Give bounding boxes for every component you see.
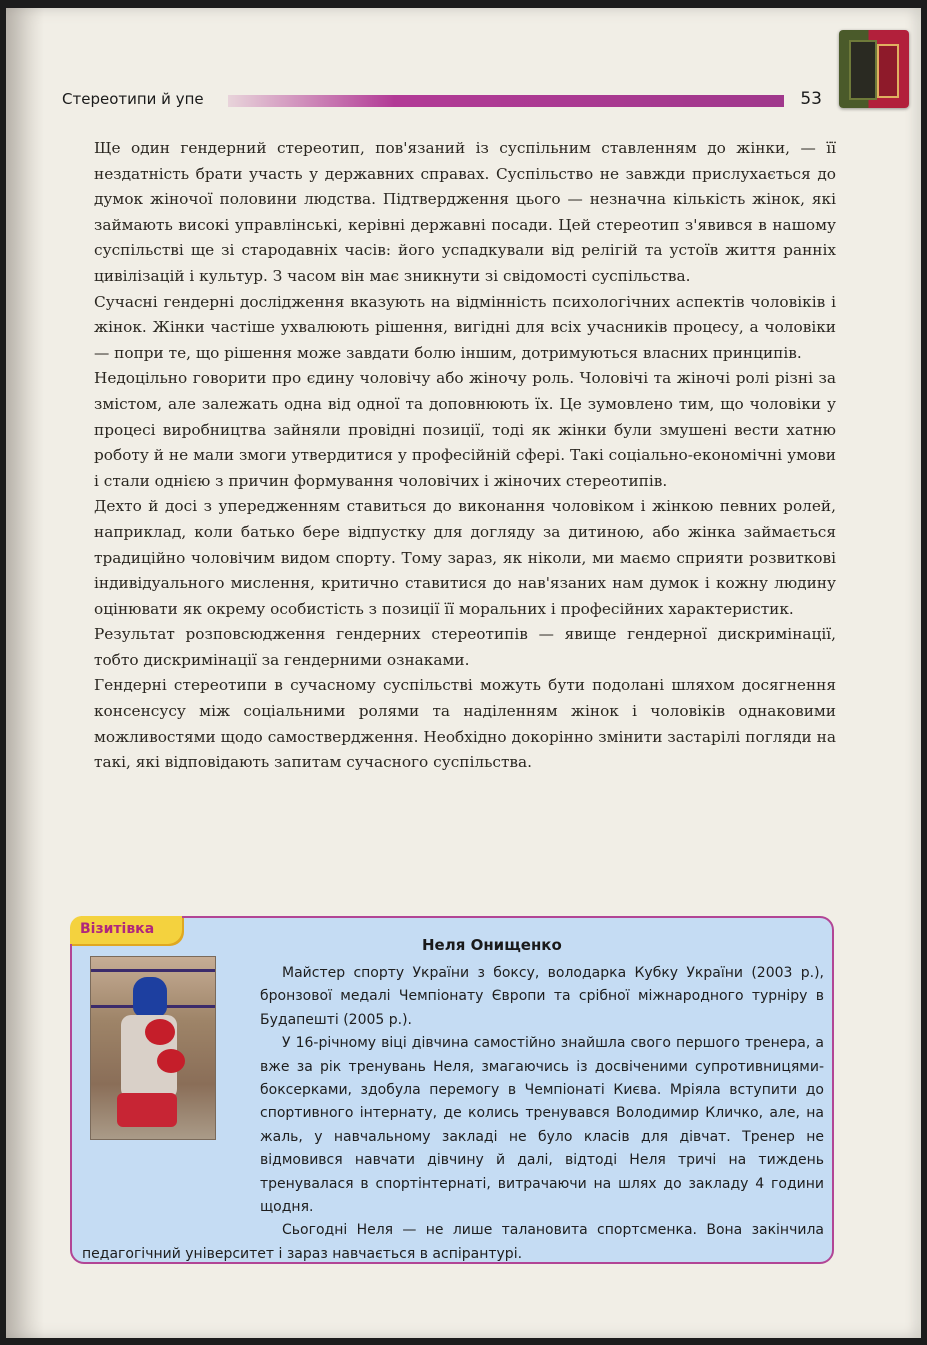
textbook-page <box>6 8 921 1338</box>
page-number: 53 <box>800 89 822 109</box>
profile-card <box>70 916 834 1264</box>
card-title: Неля Онищенко <box>422 936 562 954</box>
paragraph: Гендерні стереотипи в сучасному суспільстві можуть бути подолані шляхом досягнення консенсусу між соціальними ролями та наділенням жінок і чоловіків однаковими можливостями щодо самоствердження. Необхідно докорінно змінити застарілі погляди на такі, які відповідають запитам сучасного суспільства. <box>94 676 836 772</box>
card-paragraph: Сьогодні Неля — не лише талановита спортсменка. Вона закінчила педагогічний університет і зараз навчається в аспірантурі. <box>82 1222 824 1262</box>
paragraph: Ще один гендерний стереотип, пов'язаний із суспільним ставленням до жінки, — її нездатність брати участь у державних справах. Суспільство не завжди прислухається до думок жіночої половини людства. Підтвердження цього — незначна кількість жінок, які займають високі управлінські, керівні державні посади. Цей стереотип з'явився в нашому суспільстві ще зі стародавніх часів: його успадкували від релігій та устоїв життя ранніх цивілізацій і культур. З часом він має зникнути зі свідомості суспільства. <box>94 139 836 285</box>
running-header <box>58 88 828 112</box>
books-section-icon <box>839 30 909 108</box>
paragraph: Дехто й досі з упередженням ставиться до виконання чоловіком і жінкою певних ролей, наприклад, коли батько бере відпустку для догляду за дитиною, або жінка займається традиційно чоловічим видом спорту. Тому зараз, як ніколи, ми маємо сприяти розвиткові індивідуального мислення, критично ставитися до нав'язаних нам думок і кожну людину оцінювати як окрему особистість з позиції її моральних і професійних характеристик. <box>94 497 836 618</box>
card-tag: Візитівка <box>70 916 182 944</box>
header-color-bar <box>228 95 784 107</box>
card-text <box>82 962 824 1266</box>
spine-shadow <box>6 8 44 1338</box>
paragraph: Недоцільно говорити про єдину чоловічу або жіночу роль. Чоловічі та жіночі ролі різні за змістом, але залежать одна від одної та доповнюють їх. Це зумовлено тим, що чоловіки у процесі виробництва зайняли провідні позиції, тоді як жінки були змушені вести хатню роботу й не мали змоги утвердитися у професійній сфері. Такі соціально-економічні умови і стали однією з причин формування чоловічих і жіночих стереотипів. <box>94 369 836 490</box>
card-paragraph: У 16-річному віці дівчина самостійно знайшла свого першого тренера, а вже за рік тренувань Неля, змагаючись із досвіченими супротивницями-боксерками, здобула перемогу в Чемпіонаті Києва. Мріяла вступити до спортивного інтернату, де колись тренувався Володимир Кличко, але, на жаль, у навчальному закладі не було класів для дівчат. Тренер не відмовився навчати дівчину й далі, відтоді Неля тричі на тиждень тренувалася в спортінтернаті, витрачаючи на шлях до закладу 4 години щодня. <box>260 1035 824 1216</box>
running-title: Стереотипи й упе <box>62 90 204 108</box>
paragraph: Сучасні гендерні дослідження вказують на відмінність психологічних аспектів чоловіків і жінок. Жінки частіше ухвалюють рішення, вигідні для всіх учасників процесу, а чоловіки — попри те, що рішення може завдати болю іншим, дотримуються власних принципів. <box>94 292 836 362</box>
card-paragraph: Майстер спорту України з боксу, володарка Кубку України (2003 р.), бронзової медалі Чемпіонату Європи та срібної міжнародного турніру в Будапешті (2005 р.). <box>260 965 824 1028</box>
paragraph: Результат розповсюдження гендерних стереотипів — явище гендерної дискримінації, тобто дискримінації за гендерними ознаками. <box>94 625 836 669</box>
main-text <box>94 136 836 776</box>
